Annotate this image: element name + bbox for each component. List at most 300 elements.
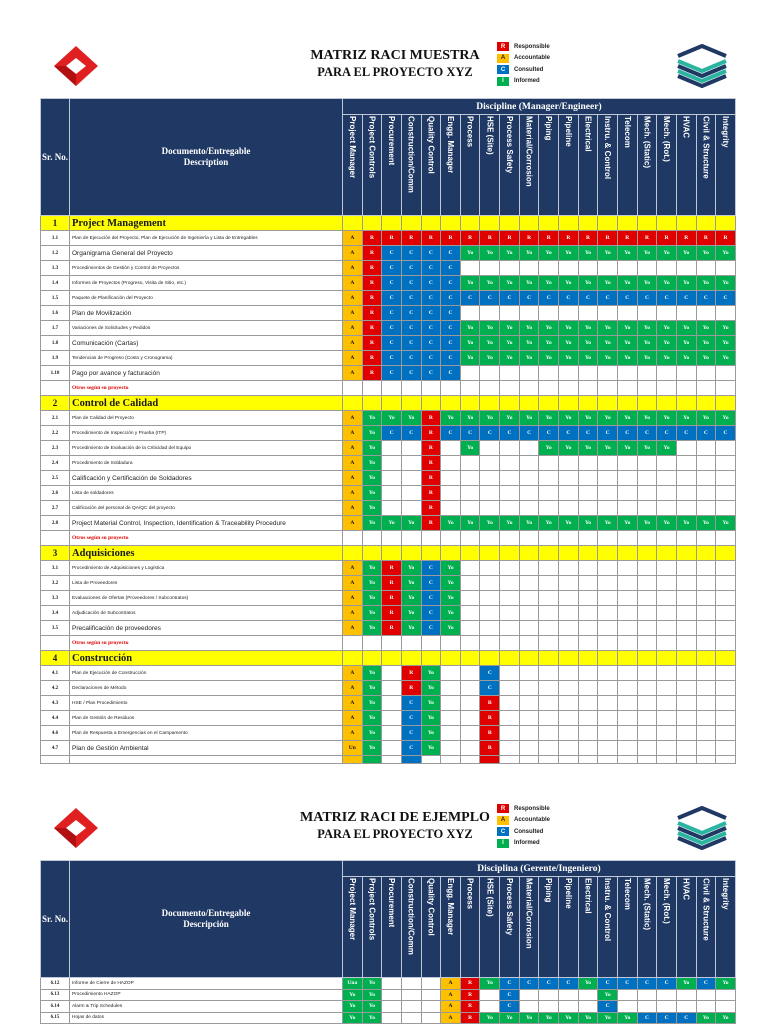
raci-cell <box>578 681 598 696</box>
raci-cell: Yo <box>617 441 637 456</box>
raci-cell: C <box>441 246 461 261</box>
raci-cell <box>519 696 539 711</box>
raci-cell: A <box>343 411 363 426</box>
raci-cell: C <box>401 276 421 291</box>
row-number: 2.4 <box>41 456 70 471</box>
raci-cell: C <box>598 426 618 441</box>
raci-cell <box>696 591 716 606</box>
raci-cell <box>480 456 500 471</box>
raci-cell <box>598 261 618 276</box>
raci-cell <box>716 261 736 276</box>
raci-cell: Yo <box>480 321 500 336</box>
table-row <box>41 606 736 621</box>
raci-cell <box>696 696 716 711</box>
raci-cell: C <box>421 276 441 291</box>
raci-page-1 <box>0 36 768 752</box>
raci-cell: A <box>343 366 363 381</box>
table-row <box>41 501 736 516</box>
page-header <box>0 36 768 98</box>
raci-cell <box>716 471 736 486</box>
raci-cell: Yo <box>441 591 461 606</box>
raci-cell: Yo <box>539 441 559 456</box>
raci-cell <box>441 666 461 681</box>
raci-cell: Yo <box>637 441 657 456</box>
raci-cell <box>696 561 716 576</box>
others-note: Otros según su proyecto <box>70 636 343 651</box>
table-row <box>41 726 736 741</box>
raci-cell <box>480 261 500 276</box>
sr-no-header: Sr. No. <box>41 99 70 216</box>
raci-cell <box>539 666 559 681</box>
deliverable-label: Procedimiento de Soldadura <box>70 456 343 471</box>
column-header: Electrical <box>578 115 598 216</box>
raci-cell: C <box>598 291 618 306</box>
raci-cell <box>657 501 677 516</box>
raci-cell <box>460 621 480 636</box>
raci-cell <box>519 1001 539 1013</box>
deliverable-label: Evaluaciones de Ofertas (Proveedores / Subcontratos) <box>70 591 343 606</box>
raci-cell: C <box>617 978 637 990</box>
raci-cell: Yo <box>539 351 559 366</box>
raci-cell: R <box>382 576 402 591</box>
raci-cell: A <box>343 591 363 606</box>
table-row <box>41 741 736 756</box>
raci-cell <box>500 621 520 636</box>
raci-cell <box>716 681 736 696</box>
column-header: Material/Corrosion <box>519 115 539 216</box>
raci-cell <box>676 606 696 621</box>
row-number: 1.10 <box>41 366 70 381</box>
raci-cell <box>716 621 736 636</box>
deliverable-label: Calificación del personal de QA/QC del proyecto <box>70 501 343 516</box>
raci-cell: Yo <box>676 978 696 990</box>
deliverable-label <box>70 756 343 764</box>
raci-cell: Yo <box>441 411 461 426</box>
raci-cell <box>480 306 500 321</box>
raci-cell <box>617 576 637 591</box>
column-header: Piping <box>539 877 559 978</box>
row-number: 2.8 <box>41 516 70 531</box>
deliverable-label: Organigrama General del Proyecto <box>70 246 343 261</box>
raci-cell: R <box>460 989 480 1001</box>
raci-cell: C <box>637 978 657 990</box>
raci-cell <box>401 989 421 1001</box>
raci-cell <box>401 456 421 471</box>
column-header: Quality Control <box>421 877 441 978</box>
raci-cell: R <box>441 231 461 246</box>
raci-cell: Yo <box>716 276 736 291</box>
row-number: 1.6 <box>41 306 70 321</box>
raci-cell <box>460 681 480 696</box>
raci-cell: Yo <box>500 516 520 531</box>
raci-cell <box>382 456 402 471</box>
row-number: 1.1 <box>41 231 70 246</box>
raci-cell: C <box>578 426 598 441</box>
raci-cell: Yo <box>362 1001 382 1013</box>
raci-cell: C <box>421 351 441 366</box>
deliverable-label: Procedimiento de Inspección y Prueba (ITP) <box>70 426 343 441</box>
raci-cell: R <box>362 336 382 351</box>
raci-cell: Yo <box>617 336 637 351</box>
raci-cell: A <box>343 681 363 696</box>
raci-cell <box>578 989 598 1001</box>
raci-cell <box>539 696 559 711</box>
raci-cell <box>401 756 421 764</box>
raci-cell <box>598 696 618 711</box>
raci-cell: Yo <box>637 246 657 261</box>
raci-cell <box>657 756 677 764</box>
raci-cell: C <box>716 291 736 306</box>
raci-cell <box>559 591 579 606</box>
raci-cell: Yo <box>519 411 539 426</box>
raci-cell: R <box>401 231 421 246</box>
row-number: 3.2 <box>41 576 70 591</box>
raci-cell <box>578 696 598 711</box>
raci-cell: C <box>401 321 421 336</box>
raci-cell <box>480 756 500 764</box>
discipline-header: Discipline (Manager/Engineer) <box>343 99 736 115</box>
raci-page-2 <box>0 798 768 1021</box>
raci-cell: R <box>421 441 441 456</box>
raci-cell: Yo <box>598 989 618 1001</box>
raci-cell <box>617 696 637 711</box>
raci-cell <box>637 471 657 486</box>
raci-cell <box>539 1001 559 1013</box>
raci-cell <box>657 261 677 276</box>
deliverable-label: Hojas de datos <box>70 1012 343 1024</box>
column-header: Quality Control <box>421 115 441 216</box>
raci-cell: Yo <box>578 978 598 990</box>
raci-cell <box>578 1001 598 1013</box>
raci-cell: Yo <box>696 336 716 351</box>
column-header: HVAC <box>676 877 696 978</box>
column-header: Project Manager <box>343 115 363 216</box>
raci-cell <box>676 726 696 741</box>
raci-cell <box>676 441 696 456</box>
raci-cell: C <box>382 351 402 366</box>
column-header: Integrity <box>716 877 736 978</box>
raci-cell: Yo <box>460 411 480 426</box>
raci-cell <box>716 366 736 381</box>
section-number: 4 <box>41 651 70 666</box>
raci-cell <box>578 561 598 576</box>
raci-cell: C <box>441 291 461 306</box>
section-title: Adquisiciones <box>70 546 343 561</box>
raci-cell <box>637 666 657 681</box>
raci-cell: Yo <box>480 336 500 351</box>
raci-cell: Yo <box>716 1012 736 1024</box>
raci-cell <box>617 261 637 276</box>
raci-cell: R <box>460 1012 480 1024</box>
raci-cell: Yo <box>362 726 382 741</box>
raci-cell: Yo <box>578 276 598 291</box>
raci-cell: Yo <box>343 1012 363 1024</box>
raci-cell <box>637 486 657 501</box>
raci-cell <box>539 306 559 321</box>
raci-cell: C <box>676 1012 696 1024</box>
raci-cell <box>637 591 657 606</box>
raci-cell: Yo <box>519 336 539 351</box>
row-number: 4.4 <box>41 711 70 726</box>
raci-cell <box>539 591 559 606</box>
raci-cell: Yo <box>676 336 696 351</box>
raci-cell: C <box>696 291 716 306</box>
raci-cell <box>696 741 716 756</box>
raci-cell: C <box>500 1001 520 1013</box>
table-row <box>41 351 736 366</box>
raci-cell <box>519 606 539 621</box>
raci-cell: A <box>343 426 363 441</box>
raci-cell <box>676 621 696 636</box>
raci-cell <box>500 756 520 764</box>
raci-cell <box>617 756 637 764</box>
raci-cell: Yo <box>421 711 441 726</box>
raci-cell: C <box>637 1012 657 1024</box>
raci-cell <box>696 711 716 726</box>
raci-cell: C <box>382 426 402 441</box>
raci-cell <box>657 306 677 321</box>
raci-cell: Yo <box>421 726 441 741</box>
column-header: Piping <box>539 115 559 216</box>
raci-cell <box>382 711 402 726</box>
raci-cell <box>382 441 402 456</box>
raci-cell <box>598 471 618 486</box>
raci-cell <box>559 606 579 621</box>
raci-cell: C <box>500 978 520 990</box>
raci-cell <box>559 989 579 1001</box>
raci-cell <box>382 501 402 516</box>
raci-cell <box>460 501 480 516</box>
raci-cell: R <box>500 231 520 246</box>
raci-cell: Yo <box>441 561 461 576</box>
column-header: Engg. Manager <box>441 115 461 216</box>
raci-cell <box>716 989 736 1001</box>
raci-cell: Yo <box>460 441 480 456</box>
raci-cell: Yo <box>401 621 421 636</box>
raci-cell <box>559 486 579 501</box>
deliverable-label: Variaciones de Solicitudes y Pedidos <box>70 321 343 336</box>
deliverable-label: Paquete de Planificación del Proyecto <box>70 291 343 306</box>
table-row <box>41 441 736 456</box>
document-header: Documento/Entregable Descripción <box>70 861 343 978</box>
raci-cell: Yo <box>676 411 696 426</box>
deliverable-label: Informes de Proyectos (Progreso, Visita de Sitio, etc.) <box>70 276 343 291</box>
raci-cell: R <box>480 231 500 246</box>
raci-cell: C <box>598 1001 618 1013</box>
deliverable-label: Plan de Calidad del Proyecto <box>70 411 343 426</box>
raci-cell <box>519 366 539 381</box>
raci-cell: C <box>480 426 500 441</box>
raci-cell: R <box>421 486 441 501</box>
raci-cell: Yo <box>657 246 677 261</box>
row-number: 2.7 <box>41 501 70 516</box>
raci-cell: Yo <box>480 276 500 291</box>
raci-cell: C <box>382 291 402 306</box>
row-number: 2.3 <box>41 441 70 456</box>
raci-cell: A <box>343 336 363 351</box>
raci-cell: Yo <box>401 411 421 426</box>
raci-cell <box>657 741 677 756</box>
column-header: Instru. & Control <box>598 877 618 978</box>
raci-cell <box>559 576 579 591</box>
raci-cell <box>500 441 520 456</box>
raci-cell: Yo <box>617 246 637 261</box>
raci-cell <box>676 681 696 696</box>
raci-cell: C <box>441 351 461 366</box>
raci-cell: Yo <box>401 606 421 621</box>
row-number: 2.1 <box>41 411 70 426</box>
raci-cell <box>578 306 598 321</box>
raci-cell: Yo <box>362 471 382 486</box>
table-row <box>41 681 736 696</box>
raci-cell: Yo <box>500 411 520 426</box>
table-row <box>41 276 736 291</box>
section-row <box>41 396 736 411</box>
column-header: Project Controls <box>362 115 382 216</box>
table-row <box>41 711 736 726</box>
raci-cell <box>598 486 618 501</box>
section-number: 3 <box>41 546 70 561</box>
others-row <box>41 381 736 396</box>
column-header: Process <box>460 115 480 216</box>
raci-cell: R <box>401 666 421 681</box>
raci-cell: Yo <box>598 246 618 261</box>
raci-cell: Yo <box>539 1012 559 1024</box>
others-note: Otros según su proyecto <box>70 381 343 396</box>
raci-cell: Yo <box>598 351 618 366</box>
raci-cell: R <box>460 978 480 990</box>
raci-cell <box>676 471 696 486</box>
raci-cell: A <box>343 231 363 246</box>
raci-cell: C <box>441 276 461 291</box>
row-number: 3.1 <box>41 561 70 576</box>
row-number: 4.6 <box>41 726 70 741</box>
raci-cell <box>382 471 402 486</box>
table-row <box>41 321 736 336</box>
raci-cell <box>657 471 677 486</box>
raci-cell <box>559 681 579 696</box>
raci-cell: Yo <box>460 276 480 291</box>
column-header: Construction/Comm <box>401 115 421 216</box>
deliverable-label: Comunicación (Cartas) <box>70 336 343 351</box>
raci-cell: Yo <box>519 351 539 366</box>
others-row <box>41 636 736 651</box>
raci-cell <box>676 756 696 764</box>
raci-cell <box>676 486 696 501</box>
raci-cell <box>382 696 402 711</box>
raci-cell: R <box>382 621 402 636</box>
raci-cell <box>519 989 539 1001</box>
raci-cell <box>559 561 579 576</box>
table-row <box>41 486 736 501</box>
raci-cell: Yo <box>696 351 716 366</box>
raci-cell: Yo <box>362 696 382 711</box>
raci-cell: A <box>343 246 363 261</box>
raci-cell: A <box>343 501 363 516</box>
raci-cell <box>539 606 559 621</box>
raci-cell <box>539 456 559 471</box>
raci-cell <box>441 711 461 726</box>
raci-cell <box>676 366 696 381</box>
raci-cell: Yo <box>480 1012 500 1024</box>
raci-cell <box>401 441 421 456</box>
raci-cell: Yo <box>676 351 696 366</box>
raci-cell <box>578 741 598 756</box>
deliverable-label: Plan de Gestión de Residuos <box>70 711 343 726</box>
deliverable-label: Plan de Ejecución del Proyecto, Plan de Ejecución de Ingeniería y Lista de Entregables <box>70 231 343 246</box>
raci-cell: R <box>421 516 441 531</box>
raci-cell <box>696 456 716 471</box>
raci-cell: C <box>421 606 441 621</box>
raci-cell: A <box>343 471 363 486</box>
raci-cell <box>401 486 421 501</box>
raci-cell <box>637 366 657 381</box>
raci-cell: Yo <box>480 411 500 426</box>
raci-cell <box>617 306 637 321</box>
raci-cell: R <box>362 246 382 261</box>
row-number: 4.7 <box>41 741 70 756</box>
raci-cell: Yo <box>598 411 618 426</box>
raci-cell <box>696 261 716 276</box>
raci-cell: A <box>343 696 363 711</box>
row-number: 1.9 <box>41 351 70 366</box>
raci-cell: Yo <box>539 321 559 336</box>
raci-cell <box>500 366 520 381</box>
raci-cell <box>519 726 539 741</box>
raci-cell <box>500 486 520 501</box>
raci-cell: Yo <box>559 441 579 456</box>
raci-cell: C <box>500 989 520 1001</box>
raci-cell <box>539 576 559 591</box>
raci-cell: Yo <box>500 276 520 291</box>
table-row <box>41 989 736 1001</box>
raci-cell: C <box>401 336 421 351</box>
raci-cell: C <box>401 696 421 711</box>
row-number: 4.1 <box>41 666 70 681</box>
table-row <box>41 756 736 764</box>
raci-cell: C <box>401 261 421 276</box>
raci-legend: R Responsible A Accountable C Consulted I Informed <box>497 803 550 849</box>
table-row <box>41 231 736 246</box>
raci-cell <box>637 261 657 276</box>
raci-cell <box>539 711 559 726</box>
raci-cell: Yo <box>500 246 520 261</box>
raci-cell <box>421 978 441 990</box>
column-header: Mech. (Rot.) <box>657 877 677 978</box>
column-header: HVAC <box>676 115 696 216</box>
raci-cell <box>519 456 539 471</box>
raci-cell: Yo <box>362 441 382 456</box>
raci-cell <box>637 621 657 636</box>
raci-cell: C <box>382 246 402 261</box>
raci-cell: A <box>343 576 363 591</box>
raci-cell: Yo <box>716 978 736 990</box>
row-number: 1.2 <box>41 246 70 261</box>
deliverable-label: Plan de Ejecución de Construcción <box>70 666 343 681</box>
raci-cell: Yo <box>362 681 382 696</box>
raci-cell <box>460 726 480 741</box>
raci-cell: Yo <box>617 351 637 366</box>
raci-cell <box>539 471 559 486</box>
raci-cell: Yo <box>716 351 736 366</box>
raci-cell: Yo <box>480 351 500 366</box>
raci-cell: Yo <box>716 246 736 261</box>
raci-cell <box>617 989 637 1001</box>
raci-cell <box>578 471 598 486</box>
raci-cell <box>598 621 618 636</box>
raci-cell: Yo <box>500 321 520 336</box>
raci-cell: Yo <box>519 321 539 336</box>
